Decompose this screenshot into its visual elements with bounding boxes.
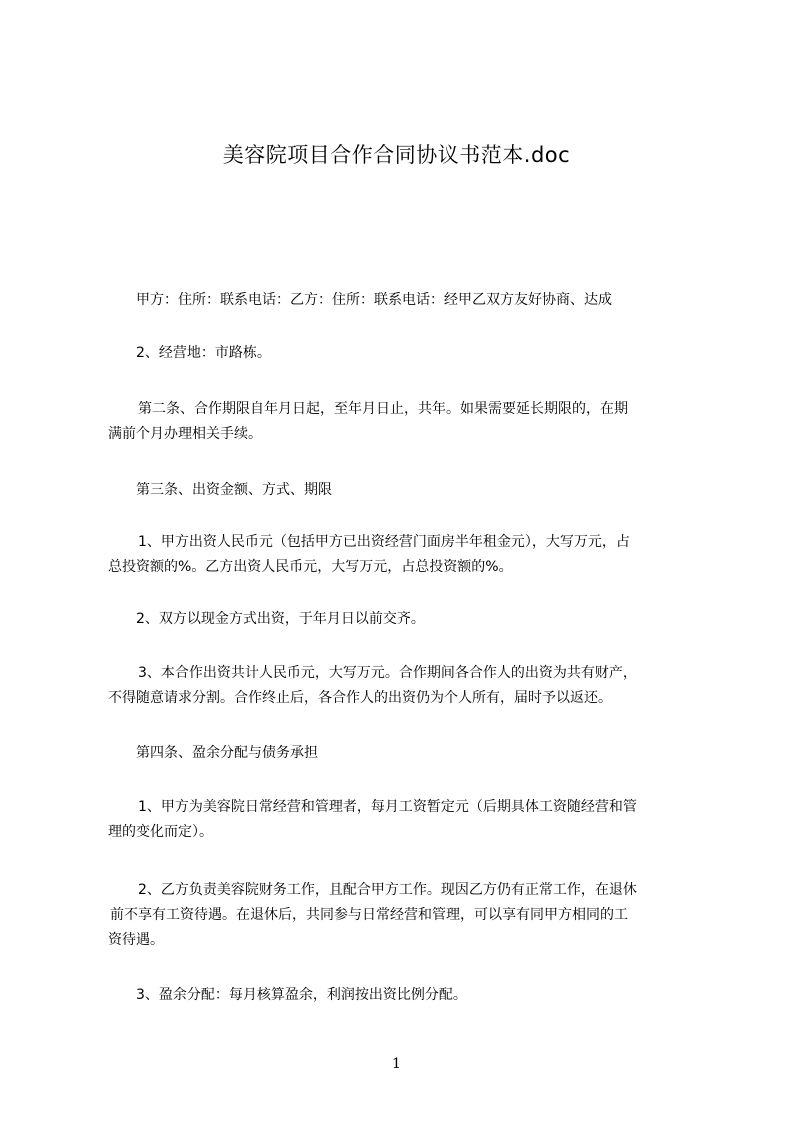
paragraph-article-2 — [108, 397, 708, 447]
paragraph-article-4-heading — [108, 741, 708, 766]
paragraph-line: 2、乙方负责美容院财务工作，且配合甲方工作。现因乙方仍有正常工作，在退休 — [138, 882, 637, 898]
paragraph-line: 3、盈余分配：每月核算盈余，利润按出资比例分配。 — [136, 987, 467, 1003]
paragraph-line: 2、双方以现金方式出资，于年月日以前交齐。 — [136, 611, 425, 627]
paragraph-line: 2、经营地：市路栋。 — [136, 345, 271, 361]
paragraph-investment-3 — [108, 661, 708, 711]
paragraph-line: 不得随意请求分割。合作终止后，各合作人的出资仍为个人所有，届时予以返还。 — [108, 690, 612, 706]
paragraph-line: 第四条、盈余分配与债务承担 — [136, 745, 318, 761]
paragraph-line: 第三条、出资金额、方式、期限 — [136, 482, 332, 498]
paragraph-line: 3、本合作出资共计人民币元，大写万元。合作期间各合作人的出资为共有财产， — [138, 665, 637, 681]
paragraph-profit-1 — [108, 795, 708, 845]
paragraph-profit-2 — [108, 878, 708, 953]
paragraph-line: 前不享有工资待遇。在退休后，共同参与日常经营和管理，可以享有同甲方相同的工 — [110, 907, 628, 923]
paragraph-article-3-heading — [108, 478, 708, 503]
paragraph-investment-1 — [108, 530, 708, 580]
page-number: 1 — [392, 1056, 401, 1072]
paragraph-location — [108, 341, 708, 366]
paragraph-line: 甲方：住所：联系电话：乙方：住所：联系电话：经甲乙双方友好协商、达成 — [136, 292, 612, 308]
document-title: 美容院项目合作合同协议书范本.doc — [222, 143, 571, 167]
paragraph-line: 总投资额的%。乙方出资人民币元，大写万元，占总投资额的%。 — [108, 559, 513, 575]
paragraph-line: 1、甲方为美容院日常经营和管理者，每月工资暂定元（后期具体工资随经营和管 — [138, 799, 637, 815]
paragraph-investment-2 — [108, 607, 708, 632]
paragraph-line: 第二条、合作期限自年月日起，至年月日止，共年。如果需要延长期限的，在期 — [138, 401, 628, 417]
paragraph-line: 满前个月办理相关手续。 — [108, 426, 262, 442]
paragraph-profit-3 — [108, 983, 708, 1008]
paragraph-parties — [108, 288, 708, 313]
paragraph-line: 资待遇。 — [108, 932, 164, 948]
paragraph-line: 理的变化而定）。 — [108, 824, 213, 840]
paragraph-line: 1、甲方出资人民币元（包括甲方已出资经营门面房半年租金元），大写万元，占 — [138, 534, 630, 550]
